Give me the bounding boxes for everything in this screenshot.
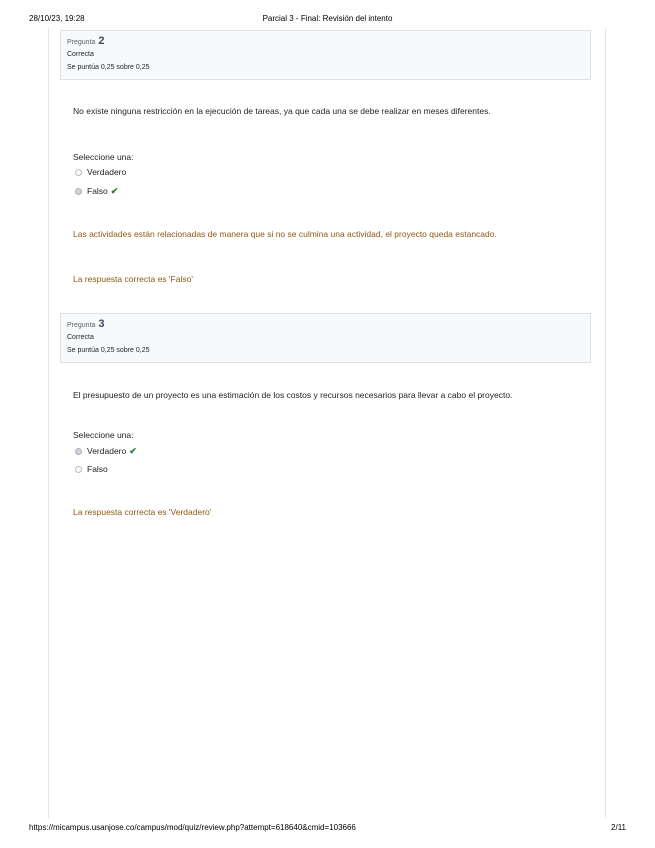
- question-number: 3: [98, 318, 105, 330]
- question-number-line: [67, 318, 584, 331]
- option-verdadero-q3[interactable]: [75, 444, 137, 458]
- select-prompt-3: Seleccione una:: [73, 430, 134, 440]
- page-number: 2/11: [611, 823, 626, 832]
- option-falso-q3[interactable]: [75, 462, 108, 476]
- radio-button-selected[interactable]: [75, 188, 82, 195]
- radio-button[interactable]: [75, 169, 82, 176]
- print-header: [0, 14, 655, 26]
- option-verdadero-q2[interactable]: [75, 165, 126, 179]
- print-date: 28/10/23, 19:28: [29, 14, 85, 23]
- question-number-line: [67, 35, 584, 48]
- question-text-3: El presupuesto de un proyecto es una estimación de los costos y recursos necesarios para llevar a cabo el proyecto.: [73, 390, 513, 400]
- general-feedback-2: Las actividades están relacionadas de manera que si no se culmina una actividad, el proyecto queda estancado.: [73, 229, 497, 239]
- print-footer: [0, 823, 655, 835]
- question-info-3: [60, 313, 591, 363]
- page-url: https://micampus.usanjose.co/campus/mod/quiz/review.php?attempt=618640&cmid=103666: [29, 823, 356, 832]
- option-label: Falso: [87, 186, 108, 196]
- right-answer-3: La respuesta correcta es 'Verdadero': [73, 507, 212, 517]
- option-label: Verdadero: [87, 446, 127, 456]
- option-label: Falso: [87, 464, 108, 474]
- question-text-2: No existe ninguna restricción en la ejecución de tareas, ya que cada una se debe realizar en meses diferentes.: [73, 106, 491, 116]
- radio-button-selected[interactable]: [75, 448, 82, 455]
- question-state: Correcta: [67, 51, 94, 58]
- question-state: Correcta: [67, 334, 94, 341]
- option-label: Verdadero: [87, 167, 127, 177]
- question-label: Pregunta: [67, 322, 96, 329]
- right-answer-2: La respuesta correcta es 'Falso': [73, 274, 193, 284]
- page-frame: [48, 28, 606, 818]
- select-prompt-2: Seleccione una:: [73, 152, 134, 162]
- check-icon: ✔: [129, 446, 137, 456]
- question-label: Pregunta: [67, 39, 96, 46]
- check-icon: ✔: [110, 186, 119, 196]
- print-title: Parcial 3 - Final: Revisión del intento: [262, 14, 393, 23]
- question-info-2: [60, 30, 591, 80]
- question-number: 2: [98, 35, 105, 47]
- radio-button[interactable]: [75, 466, 82, 473]
- option-falso-q2[interactable]: [75, 184, 118, 198]
- question-grade: Se puntúa 0,25 sobre 0,25: [67, 347, 150, 354]
- question-grade: Se puntúa 0,25 sobre 0,25: [67, 64, 150, 71]
